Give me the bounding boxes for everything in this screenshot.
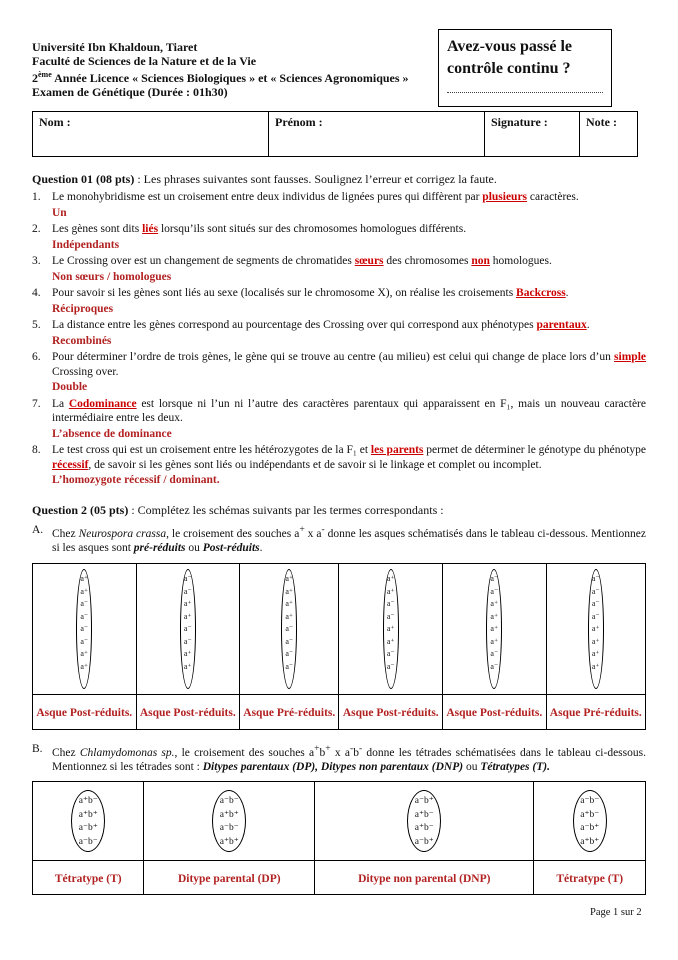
spore-genotype: a⁻ bbox=[80, 636, 89, 646]
correction-answer: L’homozygote récessif / dominant. bbox=[52, 474, 220, 486]
item-text-end: . bbox=[586, 319, 590, 331]
spore-genotype: a⁻ bbox=[80, 599, 89, 608]
spore-genotype: a⁻ bbox=[183, 574, 192, 583]
item-number: 5. bbox=[32, 319, 41, 331]
university-name: Université Ibn Khaldoun, Tiaret bbox=[32, 40, 198, 54]
tetrad-cell bbox=[144, 782, 315, 861]
ascus-label: Asque Pré-réduits. bbox=[243, 707, 336, 719]
spore-genotype: a⁻ bbox=[183, 636, 192, 646]
spore-genotype: a⁻b⁻ bbox=[78, 836, 98, 847]
q1-item bbox=[32, 286, 646, 301]
q1-item bbox=[32, 350, 646, 379]
cc-question: Avez-vous passé le contrôle continu ? bbox=[447, 38, 573, 77]
ascus bbox=[588, 569, 604, 689]
spore-genotype: a⁻ bbox=[285, 624, 294, 633]
spore-genotype: a⁺b⁺ bbox=[219, 836, 239, 847]
spore-genotype: a⁺ bbox=[386, 586, 395, 596]
spore-genotype: a⁺ bbox=[183, 661, 192, 671]
cc-answer-line[interactable] bbox=[447, 84, 603, 93]
item-text-end: , de savoir si les gènes sont liés ou indépendants et de savoir si le linkage et complet ou incomplet. bbox=[88, 458, 542, 471]
tetrad bbox=[71, 790, 105, 852]
spore-genotype: a⁻ bbox=[591, 611, 600, 621]
item-text bbox=[52, 222, 646, 237]
cc-box bbox=[438, 29, 612, 107]
spore-genotype: a⁺b⁺ bbox=[78, 809, 98, 820]
spore-genotype: a⁻ bbox=[285, 636, 294, 646]
spore-genotype: a⁻ bbox=[285, 649, 294, 658]
item-number: 7. bbox=[32, 397, 41, 410]
tetrad-label-cell bbox=[33, 861, 144, 895]
spore-genotype: a⁻b⁺ bbox=[580, 823, 600, 833]
item-text bbox=[52, 190, 646, 205]
spore-genotype: a⁻b⁺ bbox=[78, 823, 98, 833]
correction-answer: Non sœurs / homologues bbox=[52, 270, 172, 283]
item-text-end: homologues. bbox=[489, 255, 552, 267]
tetrad-label: Ditype non parental (DNP) bbox=[358, 872, 491, 885]
spore-genotype: a⁻ bbox=[183, 624, 192, 633]
ascus-label-cell bbox=[339, 695, 443, 730]
spore-genotype: a⁺b⁻ bbox=[414, 809, 434, 820]
page-number: Page 1 sur 2 bbox=[590, 907, 642, 918]
spore-genotype: a⁻ bbox=[490, 661, 499, 671]
spore-genotype: a⁻ bbox=[386, 649, 395, 658]
spore-genotype: a⁻ bbox=[386, 661, 395, 671]
tetrad-cell bbox=[315, 782, 534, 861]
ascus-label: Asque Post-réduits. bbox=[139, 707, 236, 719]
error-word: récessif bbox=[52, 458, 89, 471]
question-2-title: Question 2 (05 pts) : Complétez les schémas suivants par les termes correspondants : bbox=[32, 503, 444, 517]
spore-genotype: a⁺ bbox=[80, 649, 89, 658]
q1-item bbox=[32, 190, 646, 205]
item-text-start: Pour savoir si les gènes sont liés au sexe (localisés sur le chromosome X), on réalise les croisements bbox=[52, 287, 517, 299]
ascus-label: Asque Post-réduits. bbox=[446, 707, 543, 719]
item-text-start: Le test cross qui est un croisement entre les hétérozygotes de la F₁ et bbox=[52, 444, 371, 456]
spore-genotype: a⁻ bbox=[386, 599, 395, 608]
student-id-table bbox=[32, 111, 638, 157]
ascus bbox=[180, 569, 196, 689]
item-text bbox=[52, 286, 646, 301]
item-text bbox=[52, 318, 646, 333]
spore-genotype: a⁻ bbox=[386, 611, 395, 621]
ascus-label-cell bbox=[443, 695, 547, 730]
spore-genotype: a⁺ bbox=[386, 624, 395, 633]
correction-answer: Recombinés bbox=[52, 334, 112, 347]
item-text bbox=[52, 397, 646, 426]
correction-answer: Réciproques bbox=[52, 302, 114, 315]
spore-genotype: a⁺ bbox=[386, 574, 395, 583]
item-text-start: Pour déterminer l’ordre de trois gènes, le gène qui se trouve au centre (au milieu) est celui qui change de place lors d’un bbox=[52, 351, 615, 363]
item-text-start: Le monohybridisme est un croisement entre deux individus de lignées pures qui diffèrent par bbox=[52, 191, 483, 203]
item-number: 6. bbox=[32, 351, 41, 363]
item-text-end: Crossing over. bbox=[52, 365, 119, 378]
spore-genotype: a⁺ bbox=[386, 636, 395, 646]
error-word: non bbox=[471, 255, 490, 267]
spore-genotype: a⁺ bbox=[285, 599, 294, 608]
tetrad-cell bbox=[33, 782, 144, 861]
q1-item bbox=[32, 443, 646, 472]
error-word: liés bbox=[142, 223, 159, 235]
error-word: simple bbox=[614, 351, 646, 363]
spore-genotype: a⁺ bbox=[490, 636, 499, 646]
exam-header bbox=[32, 40, 409, 99]
tetrad-label: Tétratype (T) bbox=[556, 872, 624, 885]
ascus bbox=[383, 569, 399, 689]
spore-genotype: a⁻ bbox=[591, 574, 600, 583]
tetrad-label-cell bbox=[144, 861, 315, 895]
q1-item bbox=[32, 397, 646, 426]
question-1-title: Question 01 (08 pts) : Les phrases suivantes sont fausses. Soulignez l’erreur et corrigez la faute. bbox=[32, 172, 497, 186]
spore-genotype: a⁻ bbox=[80, 624, 89, 633]
item-number: 8. bbox=[32, 444, 41, 456]
spore-genotype: a⁻ bbox=[80, 611, 89, 621]
q1-item bbox=[32, 318, 646, 333]
item-number: 4. bbox=[32, 287, 41, 299]
tetrad-label-cell bbox=[534, 861, 646, 895]
ascus-cell bbox=[240, 564, 339, 695]
spore-genotype: a⁺ bbox=[80, 586, 89, 596]
note-field[interactable]: Note : bbox=[580, 112, 638, 157]
item-text-end: . bbox=[565, 287, 569, 299]
ascus bbox=[486, 569, 502, 689]
ascus bbox=[76, 569, 92, 689]
error-word: sœurs bbox=[354, 255, 384, 267]
ascus-cell bbox=[339, 564, 443, 695]
spore-genotype: a⁻ bbox=[490, 574, 499, 583]
spore-genotype: a⁻ bbox=[490, 586, 499, 596]
item-text-end: est lorsque ni l’un ni l’autre des caractères parentaux qui apparaissent en F₁, mais un nouveau caractère intermédiaire entre les deux. bbox=[52, 397, 646, 424]
ascus-label: Asque Post-réduits. bbox=[342, 707, 439, 719]
ascus-label-cell bbox=[33, 695, 137, 730]
tetrad-label-cell bbox=[315, 861, 534, 895]
spore-genotype: a⁺ bbox=[183, 599, 192, 608]
correction-answer: L’absence de dominance bbox=[52, 427, 172, 440]
spore-genotype: a⁺ bbox=[490, 611, 499, 621]
correction-answer: Indépendants bbox=[52, 238, 120, 251]
item-text-start: Les gènes sont dits bbox=[52, 223, 143, 235]
ascus-label: Asque Pré-réduits. bbox=[549, 707, 642, 719]
spore-genotype: a⁻b⁻ bbox=[219, 796, 239, 806]
error-word: Backcross bbox=[516, 287, 566, 299]
item-text-end: lorsqu’ils sont situés sur des chromosomes homologues différents. bbox=[158, 223, 467, 235]
spore-genotype: a⁺ bbox=[591, 624, 600, 633]
tetrads-table bbox=[32, 781, 646, 895]
item-text-start: Le Crossing over est un changement de segments de chromatides bbox=[52, 255, 355, 267]
item-text-start: La distance entre les gènes correspond au pourcentage des Crossing over qui correspond aux phénotypes bbox=[52, 319, 537, 331]
spore-genotype: a⁺ bbox=[80, 661, 89, 671]
spore-genotype: a⁺b⁺ bbox=[580, 836, 600, 847]
spore-genotype: a⁻ bbox=[490, 649, 499, 658]
spore-genotype: a⁺ bbox=[80, 574, 89, 583]
spore-genotype: a⁺ bbox=[183, 649, 192, 658]
ascus-cell bbox=[546, 564, 645, 695]
error-word: Codominance bbox=[68, 397, 137, 410]
spore-genotype: a⁺ bbox=[490, 624, 499, 633]
spore-genotype: a⁺ bbox=[591, 661, 600, 671]
spore-genotype: a⁻ bbox=[591, 586, 600, 596]
nom-field[interactable]: Nom : bbox=[33, 112, 269, 157]
item-text-middle: permet de déterminer le génotype du phénotype bbox=[423, 444, 646, 456]
spore-genotype: a⁻ bbox=[591, 599, 600, 608]
spore-genotype: a⁻b⁺ bbox=[414, 796, 434, 806]
spore-genotype: a⁻b⁺ bbox=[414, 836, 434, 847]
signature-field[interactable]: Signature : bbox=[485, 112, 580, 157]
exam-title: Examen de Génétique (Durée : 01h30) bbox=[32, 85, 228, 99]
item-text bbox=[52, 254, 646, 269]
spore-genotype: a⁺ bbox=[285, 611, 294, 621]
spore-genotype: a⁺ bbox=[490, 599, 499, 608]
spore-genotype: a⁺b⁺ bbox=[219, 809, 239, 820]
tetrad-label: Ditype parental (DP) bbox=[177, 872, 281, 885]
ascus-cell bbox=[136, 564, 240, 695]
error-word: plusieurs bbox=[482, 191, 528, 203]
spore-genotype: a⁺b⁻ bbox=[414, 823, 434, 833]
spore-genotype: a⁺ bbox=[285, 574, 294, 583]
ascus-cell bbox=[443, 564, 547, 695]
q1-item bbox=[32, 222, 646, 237]
prenom-field[interactable]: Prénom : bbox=[269, 112, 485, 157]
item-number: 1. bbox=[32, 191, 41, 203]
question-1-list bbox=[32, 190, 646, 490]
item-text-end: caractères. bbox=[527, 191, 579, 203]
ascus-label-cell bbox=[240, 695, 339, 730]
item-text-middle: des chromosomes bbox=[383, 255, 472, 267]
tetrad-label: Tétratype (T) bbox=[54, 872, 122, 885]
spore-genotype: a⁺ bbox=[183, 611, 192, 621]
item-text-start: La bbox=[52, 397, 69, 410]
error-word: parentaux bbox=[536, 319, 587, 331]
spore-genotype: a⁻b⁻ bbox=[219, 823, 239, 833]
tetrad bbox=[212, 790, 246, 852]
tetrad bbox=[407, 790, 441, 852]
correction-answer: Un bbox=[52, 206, 67, 219]
spore-genotype: a⁻b⁻ bbox=[580, 796, 600, 806]
item-text bbox=[52, 350, 646, 379]
spore-genotype: a⁻ bbox=[183, 586, 192, 596]
item-text bbox=[52, 443, 646, 472]
item-number: 2. bbox=[32, 223, 41, 235]
spore-genotype: a⁺b⁻ bbox=[78, 796, 98, 806]
spore-genotype: a⁺ bbox=[591, 649, 600, 658]
spore-genotype: a⁺b⁻ bbox=[580, 809, 600, 820]
spore-genotype: a⁺ bbox=[285, 586, 294, 596]
spore-genotype: a⁺ bbox=[591, 636, 600, 646]
faculty-name: Faculté de Sciences de la Nature et de la Vie bbox=[32, 54, 257, 68]
tetrad-cell bbox=[534, 782, 646, 861]
error-word: les parents bbox=[370, 444, 424, 456]
spore-genotype: a⁻ bbox=[285, 661, 294, 671]
tetrad bbox=[573, 790, 607, 852]
part-a-instruction: A. Chez Neurospora crassa, le croisement des souches a+ x a- donne les asques schématisés dans le tableau ci-dessous. Mentionnez si les asques sont pré-réduits ou Post-réduits. bbox=[32, 524, 646, 555]
correction-answer: Double bbox=[52, 381, 88, 393]
ascus-label-cell bbox=[546, 695, 645, 730]
q1-item bbox=[32, 254, 646, 269]
item-number: 3. bbox=[32, 255, 41, 267]
part-b-instruction: B. Chez Chlamydomonas sp., le croisement des souches a+b+ x a-b- donne les tétrades schématisées dans le tableau ci-dessous. Mentionnez si les tétrades sont : Ditypes parentaux (DP), Ditypes non parentaux (DNP) ou Tétratypes (T). bbox=[32, 743, 646, 774]
ascus-label-cell bbox=[136, 695, 240, 730]
ascus-label: Asque Post-réduits. bbox=[36, 707, 133, 719]
ascus-cell bbox=[33, 564, 137, 695]
asci-table bbox=[32, 563, 646, 730]
ascus bbox=[281, 569, 297, 689]
year-line: 2ème Année Licence « Sciences Biologiques » et « Sciences Agronomiques » bbox=[32, 70, 409, 85]
